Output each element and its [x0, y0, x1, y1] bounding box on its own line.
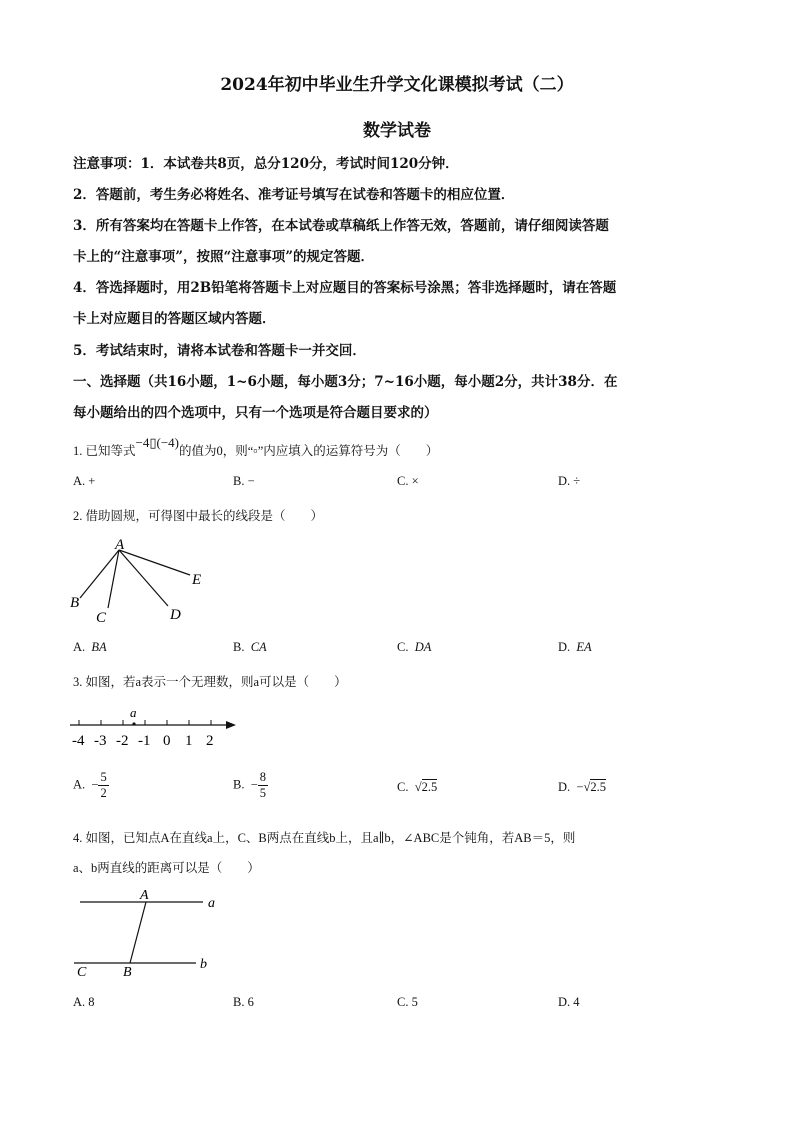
section-heading-line1: 一、选择题（共16小题，1~6小题，每小题3分；7~16小题，每小题2分，共计38分．在	[73, 374, 618, 390]
question-4-stem-line1: 4. 如图，已知点A在直线a上，C、B两点在直线b上，且a∥b，∠ABC是个钝角，若AB＝5，则	[73, 831, 576, 845]
sqrt-icon: √	[583, 780, 591, 794]
segment-ab	[130, 902, 146, 963]
label-a: a	[130, 705, 137, 720]
note-3b: 卡上的“注意事项”，按照“注意事项”的规定答题．	[73, 249, 375, 265]
page-title: 2024年初中毕业生升学文化课模拟考试（二）	[220, 75, 574, 95]
label-point-c: C	[96, 610, 107, 626]
tick-label: 1	[185, 733, 193, 749]
label-point-b: B	[70, 595, 80, 611]
note-4a: 4．答选择题时，用2B铅笔将答题卡上对应题目的答案标号涂黑；答非选择题时，请在答题	[73, 280, 617, 296]
q1-option-d[interactable]: D. ÷	[558, 474, 581, 488]
q3-option-c[interactable]: C. √2.5	[397, 780, 438, 794]
number-line-arrow	[226, 721, 236, 729]
tick-label: -4	[72, 733, 85, 749]
section-heading-line2: 每小题给出的四个选项中，只有一个选项是符合题目要求的）	[73, 405, 438, 421]
q1-option-b[interactable]: B. −	[233, 474, 255, 488]
q2-figure	[66, 533, 216, 628]
label-point-b: B	[123, 965, 132, 980]
tick-label: -1	[138, 733, 151, 749]
label-point-a: A	[140, 888, 149, 903]
q4-option-c[interactable]: C. 5	[397, 995, 418, 1009]
question-2-stem: 2. 借助圆规，可得图中最长的线段是（ ）	[73, 509, 324, 523]
label-point-a: A	[115, 537, 125, 553]
point-a-marker	[132, 722, 135, 725]
q4-option-b[interactable]: B. 6	[233, 995, 254, 1009]
tick-label: 0	[163, 733, 171, 749]
label-point-e: E	[192, 572, 202, 588]
note-5: 5．考试结束时，请将本试卷和答题卡一并交回．	[73, 343, 366, 359]
note-3a: 3．所有答案均在答题卡上作答，在本试卷或草稿纸上作答无效，答题前，请仔细阅读答题	[73, 218, 609, 234]
tick-label: -2	[116, 733, 129, 749]
label-line-b: b	[200, 957, 207, 972]
q4-option-a[interactable]: A. 8	[73, 995, 95, 1009]
q3-number-line	[66, 703, 246, 749]
segment-ca	[108, 550, 119, 608]
note-4b: 卡上对应题目的答题区域内答题．	[73, 311, 276, 327]
q1-option-c[interactable]: C. ×	[397, 474, 419, 488]
q1-suffix: 的值为0，则“▫”内应填入的运算符号为（ ）	[179, 444, 439, 458]
question-4-stem-line2: a、b两直线的距离可以是（ ）	[73, 861, 260, 875]
q1-option-a[interactable]: A. +	[73, 474, 96, 488]
q2-option-c[interactable]: C. DA	[397, 640, 432, 654]
q2-option-a[interactable]: A. BA	[73, 640, 107, 654]
q1-expression: −4▯(−4)	[135, 435, 179, 450]
q3-option-b[interactable]: B. − $\frac{8}{5}$	[233, 770, 267, 800]
label-line-a: a	[208, 896, 215, 911]
q2-option-b[interactable]: B. CA	[233, 640, 267, 654]
q3-option-a[interactable]: A. − $\frac{5}{2}$	[73, 770, 107, 800]
segment-ba	[80, 550, 119, 598]
label-point-d: D	[170, 607, 181, 623]
question-3-stem: 3. 如图，若a表示一个无理数，则a可以是（ ）	[73, 675, 347, 689]
q1-prefix: 1. 已知等式	[73, 444, 136, 458]
q3-option-d[interactable]: D. −√2.5	[558, 780, 606, 794]
question-1-stem	[73, 435, 439, 459]
label-point-c: C	[77, 965, 87, 980]
sqrt-icon: √	[414, 780, 422, 794]
q2-option-d[interactable]: D. EA	[558, 640, 592, 654]
tick-label: 2	[206, 733, 214, 749]
tick-label: -3	[94, 733, 107, 749]
page-subtitle: 数学试卷	[363, 121, 431, 141]
q4-figure	[70, 885, 220, 980]
note-2: 2．答题前，考生务必将姓名、准考证号填写在试卷和答题卡的相应位置．	[73, 187, 515, 203]
q4-option-d[interactable]: D. 4	[558, 995, 580, 1009]
note-1: 注意事项：1．本试卷共8页，总分120分，考试时间120分钟．	[73, 156, 459, 172]
